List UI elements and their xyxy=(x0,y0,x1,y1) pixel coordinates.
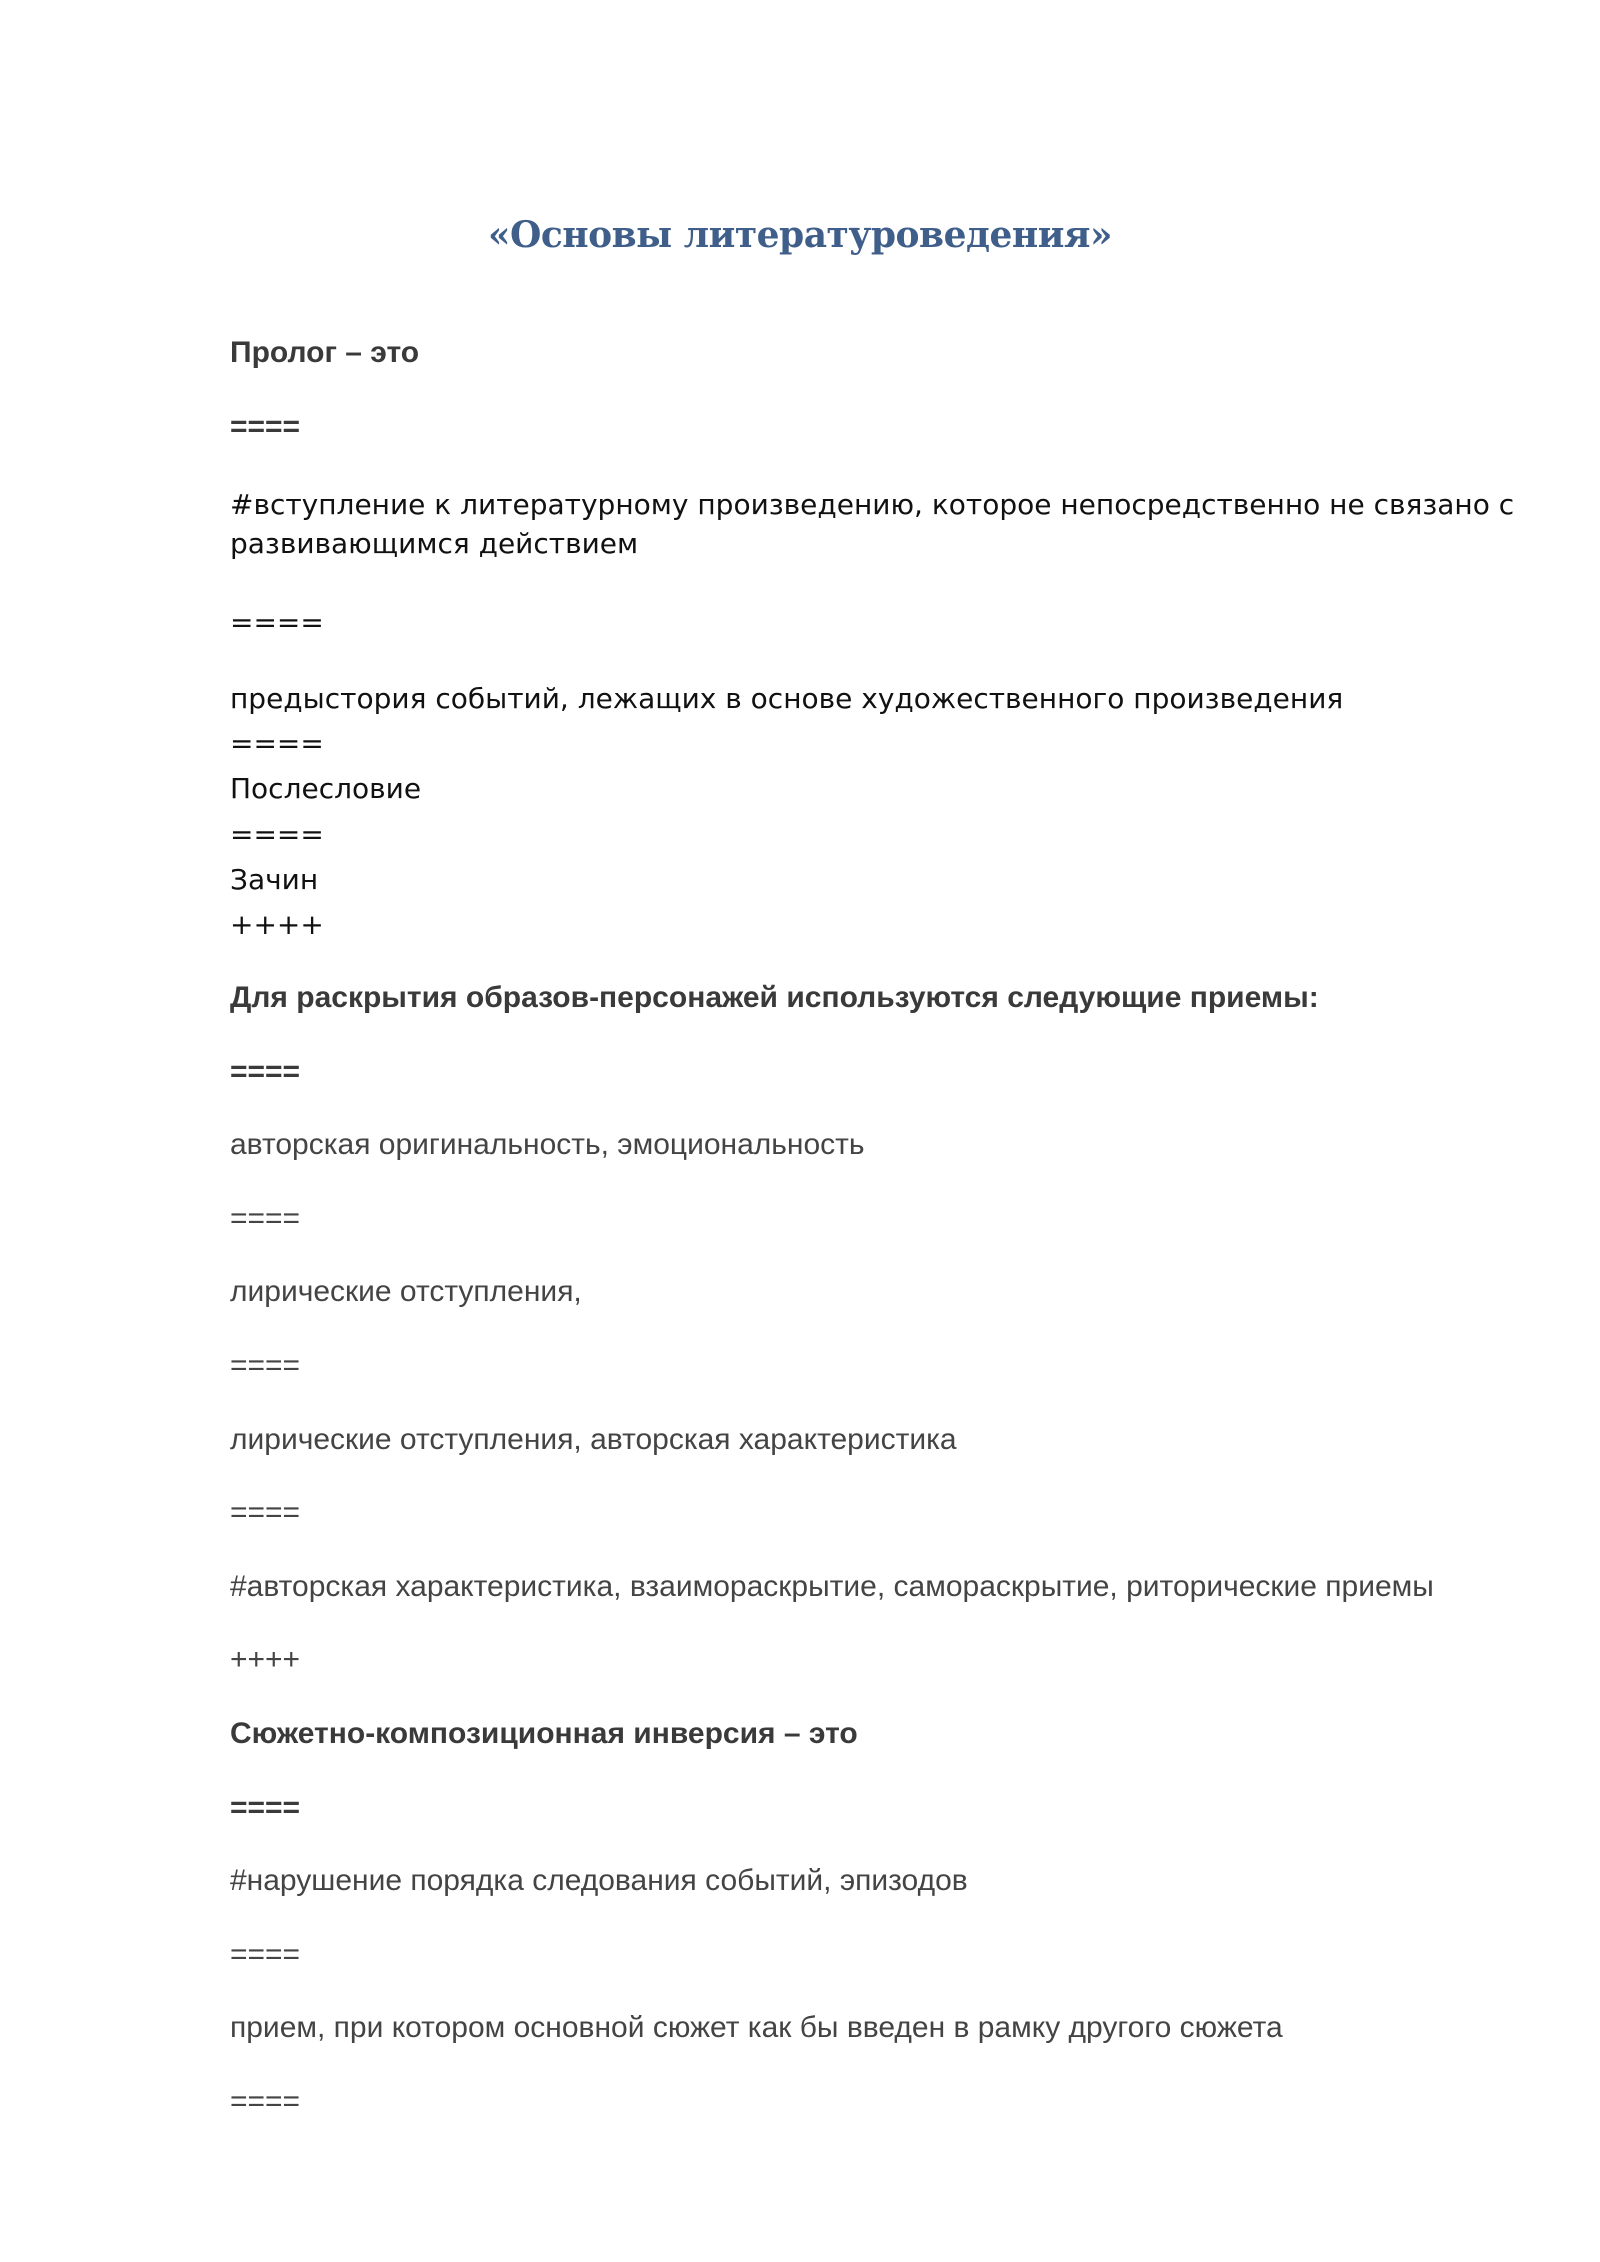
question-2-separator: ==== xyxy=(230,1055,301,1088)
question-2-answer-1: авторская оригинальность, эмоциональность xyxy=(230,1128,865,1161)
question-1-answer-3: Послесловие xyxy=(230,772,422,805)
question-1-separator: ==== xyxy=(230,410,301,443)
question-end-marker: ++++ xyxy=(230,1643,301,1676)
question-1-answer-1-line-2: развивающимся действием xyxy=(230,527,639,560)
answer-separator: ==== xyxy=(230,1349,301,1382)
question-3-answer-2: прием, при котором основной сюжет как бы введен в рамку другого сюжета xyxy=(230,2011,1283,2044)
answer-separator: ==== xyxy=(230,1938,301,1971)
answer-separator: ==== xyxy=(230,818,324,851)
answer-separator: ==== xyxy=(230,606,324,639)
question-2-answer-4: #авторская характеристика, взаиморaскрытие, самораскрытие, риторические приемы xyxy=(230,1570,1434,1603)
question-1-answer-4: Зачин xyxy=(230,863,319,896)
question-2: Для раскрытия образов-персонажей используются следующие приемы: xyxy=(230,981,1319,1014)
question-2-answer-2: лирические отступления, xyxy=(230,1275,582,1308)
answer-separator: ==== xyxy=(230,1496,301,1529)
answer-separator: ==== xyxy=(230,727,324,760)
question-3-answer-1: #нарушение порядка следования событий, эпизодов xyxy=(230,1864,968,1897)
question-3-separator: ==== xyxy=(230,1791,301,1824)
question-1: Пролог – это xyxy=(230,336,420,369)
question-1-answer-2: предыстория событий, лежащих в основе художественного произведения xyxy=(230,682,1344,715)
answer-separator: ==== xyxy=(230,2085,301,2118)
question-1-answer-1-line-1: #вступление к литературному произведению, которое непосредственно не связано с xyxy=(230,488,1515,521)
question-2-answer-3: лирические отступления, авторская характеристика xyxy=(230,1423,957,1456)
question-3: Сюжетно-композиционная инверсия – это xyxy=(230,1717,858,1750)
document-title: «Основы литературоведения» xyxy=(487,214,1113,256)
question-end-marker: ++++ xyxy=(230,908,324,941)
answer-separator: ==== xyxy=(230,1202,301,1235)
